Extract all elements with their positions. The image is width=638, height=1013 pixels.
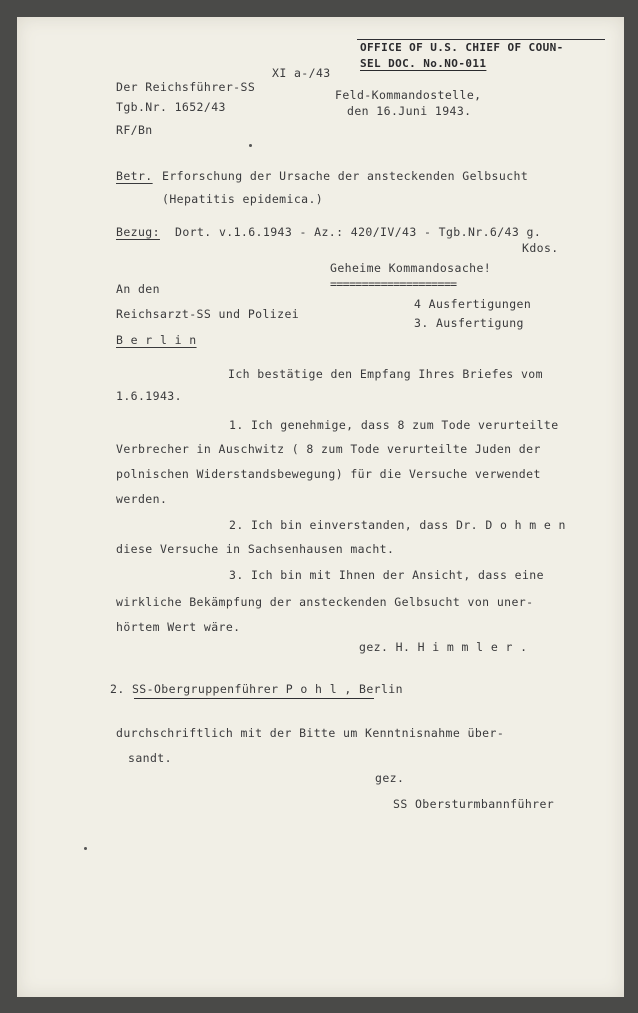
body-intro-line2: 1.6.1943. — [116, 389, 182, 403]
cc-text-line1: durchschriftlich mit der Bitte um Kenntnisnahme über- — [116, 726, 505, 740]
body-point3-line1: 3. Ich bin mit Ihnen der Ansicht, dass eine — [229, 568, 544, 582]
body-point1-line1: 1. Ich genehmige, dass 8 zum Tode verurteilte — [229, 418, 559, 432]
sender-line2: Tgb.Nr. 1652/43 — [116, 100, 226, 114]
page-dot — [249, 144, 252, 147]
reference-label: Bezug: — [116, 225, 160, 239]
body-intro-line1: Ich bestätige den Empfang Ihres Briefes vom — [228, 367, 543, 381]
cc-underline — [134, 698, 374, 699]
body-point2-line1: 2. Ich bin einverstanden, dass Dr. D o h m e n — [229, 518, 566, 532]
classification-copy-no: 3. Ausfertigung — [414, 316, 524, 330]
recipient-line1: An den — [116, 282, 160, 296]
subject-label: Betr. — [116, 169, 153, 183]
classification-title: Geheime Kommandosache! — [330, 261, 492, 275]
file-mark: XI a-/43 — [272, 66, 331, 80]
office-stamp-line1: OFFICE OF U.S. CHIEF OF COUN- — [360, 41, 564, 54]
subject-line1: Erforschung der Ursache der ansteckenden Gelbsucht — [162, 169, 529, 183]
body-point1-line4: werden. — [116, 492, 168, 506]
sender-initials: RF/Bn — [116, 123, 153, 137]
classification-underline: ==================== — [330, 277, 457, 291]
date-line: den 16.Juni 1943. — [347, 104, 472, 118]
sender-line1: Der Reichsführer-SS — [116, 80, 256, 94]
office-stamp-line2: SEL DOC. No.NO-011 — [360, 57, 487, 70]
page-dot-lower — [84, 847, 87, 850]
body-point3-line3: hörtem Wert wäre. — [116, 620, 241, 634]
reference-line1: Dort. v.1.6.1943 - Az.: 420/IV/43 - Tgb.Nr.6/43 g. — [175, 225, 542, 239]
cc-text-line2: sandt. — [128, 751, 172, 765]
subject-line2: (Hepatitis epidemica.) — [162, 192, 324, 206]
recipient-line2: Reichsarzt-SS und Polizei — [116, 307, 300, 321]
body-point1-line2: Verbrecher in Auschwitz ( 8 zum Tode verurteilte Juden der — [116, 442, 541, 456]
body-point1-line3: polnischen Widerstandsbewegung) für die Versuche verwendet — [116, 467, 541, 481]
stamp-top-rule — [357, 39, 605, 40]
body-point3-line2: wirkliche Bekämpfung der ansteckenden Gelbsucht von uner- — [116, 595, 534, 609]
document-page — [17, 17, 624, 997]
closing-rank: SS Obersturmbannführer — [393, 797, 555, 811]
place-line: Feld-Kommandostelle, — [335, 88, 482, 102]
cc-line: 2. SS-Obergruppenführer P o h l , Berlin — [110, 682, 403, 696]
reference-line2: Kdos. — [522, 241, 559, 255]
recipient-city: B e r l i n — [116, 333, 197, 347]
signature-line: gez. H. H i m m l e r . — [359, 640, 528, 654]
closing-gez: gez. — [375, 771, 405, 785]
classification-copies: 4 Ausfertigungen — [414, 297, 532, 311]
body-point2-line2: diese Versuche in Sachsenhausen macht. — [116, 542, 395, 556]
